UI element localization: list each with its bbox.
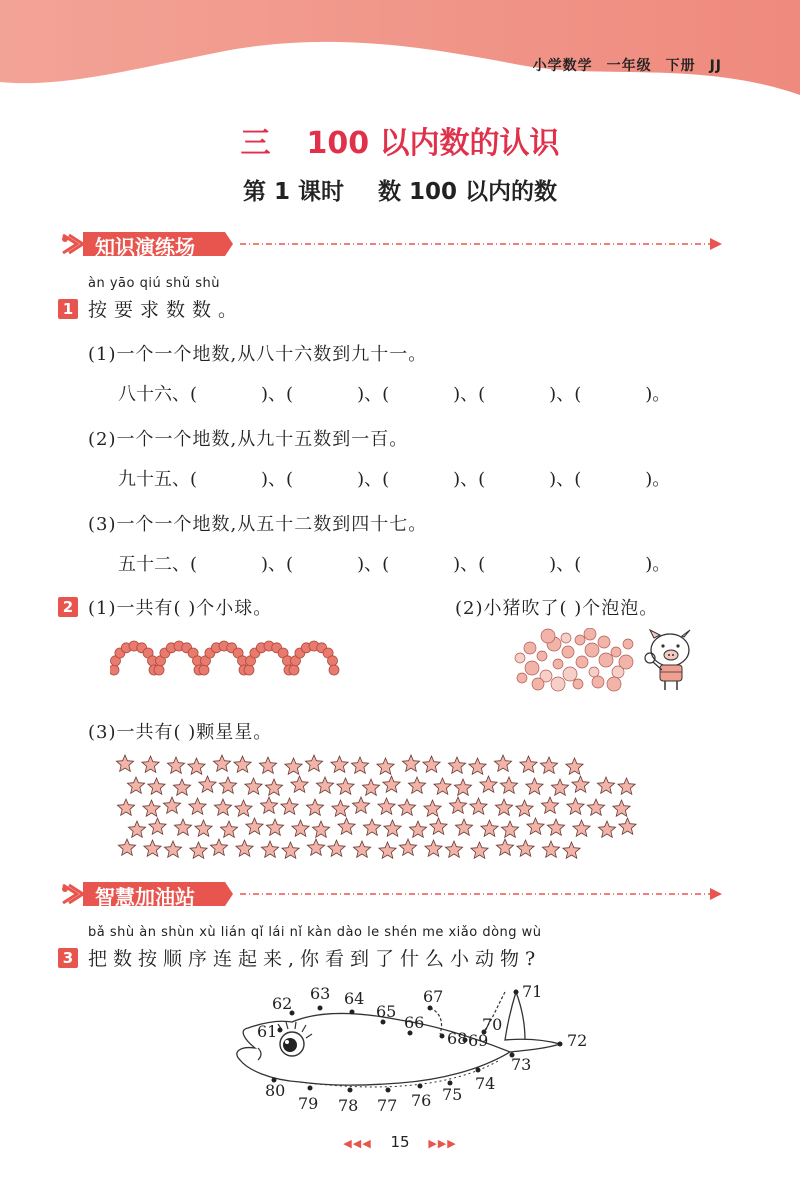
- section-title-2: 智慧加油站: [95, 885, 195, 909]
- dot-label-74: 74: [475, 1074, 496, 1093]
- dot-label-77: 77: [377, 1096, 398, 1115]
- dot-label-71: 71: [522, 982, 543, 1001]
- q1-part2-start: 九十五: [118, 469, 172, 490]
- page-footer: [0, 1133, 800, 1151]
- dot-label-66: 66: [404, 1013, 425, 1032]
- q1-part2-sequence: 九十五、( )、( )、( )、( )、( )。: [118, 469, 671, 490]
- dot-label-73: 73: [511, 1055, 532, 1074]
- q1-part3-sequence: 五十二、( )、( )、( )、( )、( )。: [118, 554, 671, 575]
- q1-part3-prompt: (3)一个一个地数,从五十二数到四十七。: [88, 514, 428, 535]
- arrow-right-icon: ▶▶▶: [428, 1137, 457, 1150]
- dot-label-79: 79: [298, 1094, 319, 1113]
- lesson-label: 第 1 课时: [242, 179, 344, 205]
- dot-label-63: 63: [310, 984, 331, 1003]
- header-subject: 小学数学: [532, 58, 593, 74]
- chapter-name: 100 以内数的认识: [306, 126, 560, 161]
- q1-number: 1: [58, 299, 78, 319]
- header-volume: 下册: [665, 58, 696, 74]
- dot-label-67: 67: [423, 987, 444, 1006]
- q1-part1-sequence: 八十六、( )、( )、( )、( )、( )。: [118, 384, 671, 405]
- dot-label-75: 75: [442, 1085, 463, 1104]
- dot-label-70: 70: [482, 1015, 503, 1034]
- arrow-left-icon: ◀◀◀: [343, 1137, 372, 1150]
- q1-part1-start: 八十六: [118, 384, 172, 405]
- q1-text: 按要求数数。: [88, 299, 245, 321]
- dot-label-69: 69: [468, 1031, 489, 1050]
- lesson-name: 数 100 以内的数: [378, 179, 558, 205]
- q3-pinyin: bǎ shù àn shùn xù lián qǐ lái nǐ kàn dào le shén me xiǎo dòng wù: [88, 925, 542, 940]
- dot-label-76: 76: [411, 1091, 432, 1110]
- page-number: 15: [390, 1133, 410, 1151]
- dot-label-72: 72: [567, 1031, 588, 1050]
- q1-part3-start: 五十二: [118, 554, 172, 575]
- dot-label-80: 80: [265, 1081, 286, 1100]
- dot-label-62: 62: [272, 994, 293, 1013]
- dot-label-65: 65: [376, 1002, 397, 1021]
- q2-part2: (2)小猪吹了( )个泡泡。: [455, 598, 659, 619]
- q3-text: 把数按顺序连起来,你看到了什么小动物?: [88, 948, 542, 970]
- dot-label-64: 64: [344, 989, 365, 1008]
- q3-number: 3: [58, 948, 78, 968]
- header-edition: JJ: [709, 58, 722, 74]
- dot-label-78: 78: [338, 1096, 359, 1115]
- q2-part3: (3)一共有( )颗星星。: [88, 722, 273, 743]
- q2-number: 2: [58, 597, 78, 617]
- q2-part1: (1)一共有( )个小球。: [88, 598, 273, 619]
- dot-label-68: 68: [447, 1029, 468, 1048]
- q1-pinyin: àn yāo qiú shǔ shù: [88, 276, 220, 291]
- header-grade: 一年级: [606, 58, 652, 74]
- q1-part1-prompt: (1)一个一个地数,从八十六数到九十一。: [88, 344, 428, 365]
- chapter-index: 三: [240, 126, 271, 161]
- q1-part2-prompt: (2)一个一个地数,从九十五数到一百。: [88, 429, 409, 450]
- section-title-1: 知识演练场: [95, 235, 195, 259]
- dot-label-61: 61: [257, 1022, 278, 1041]
